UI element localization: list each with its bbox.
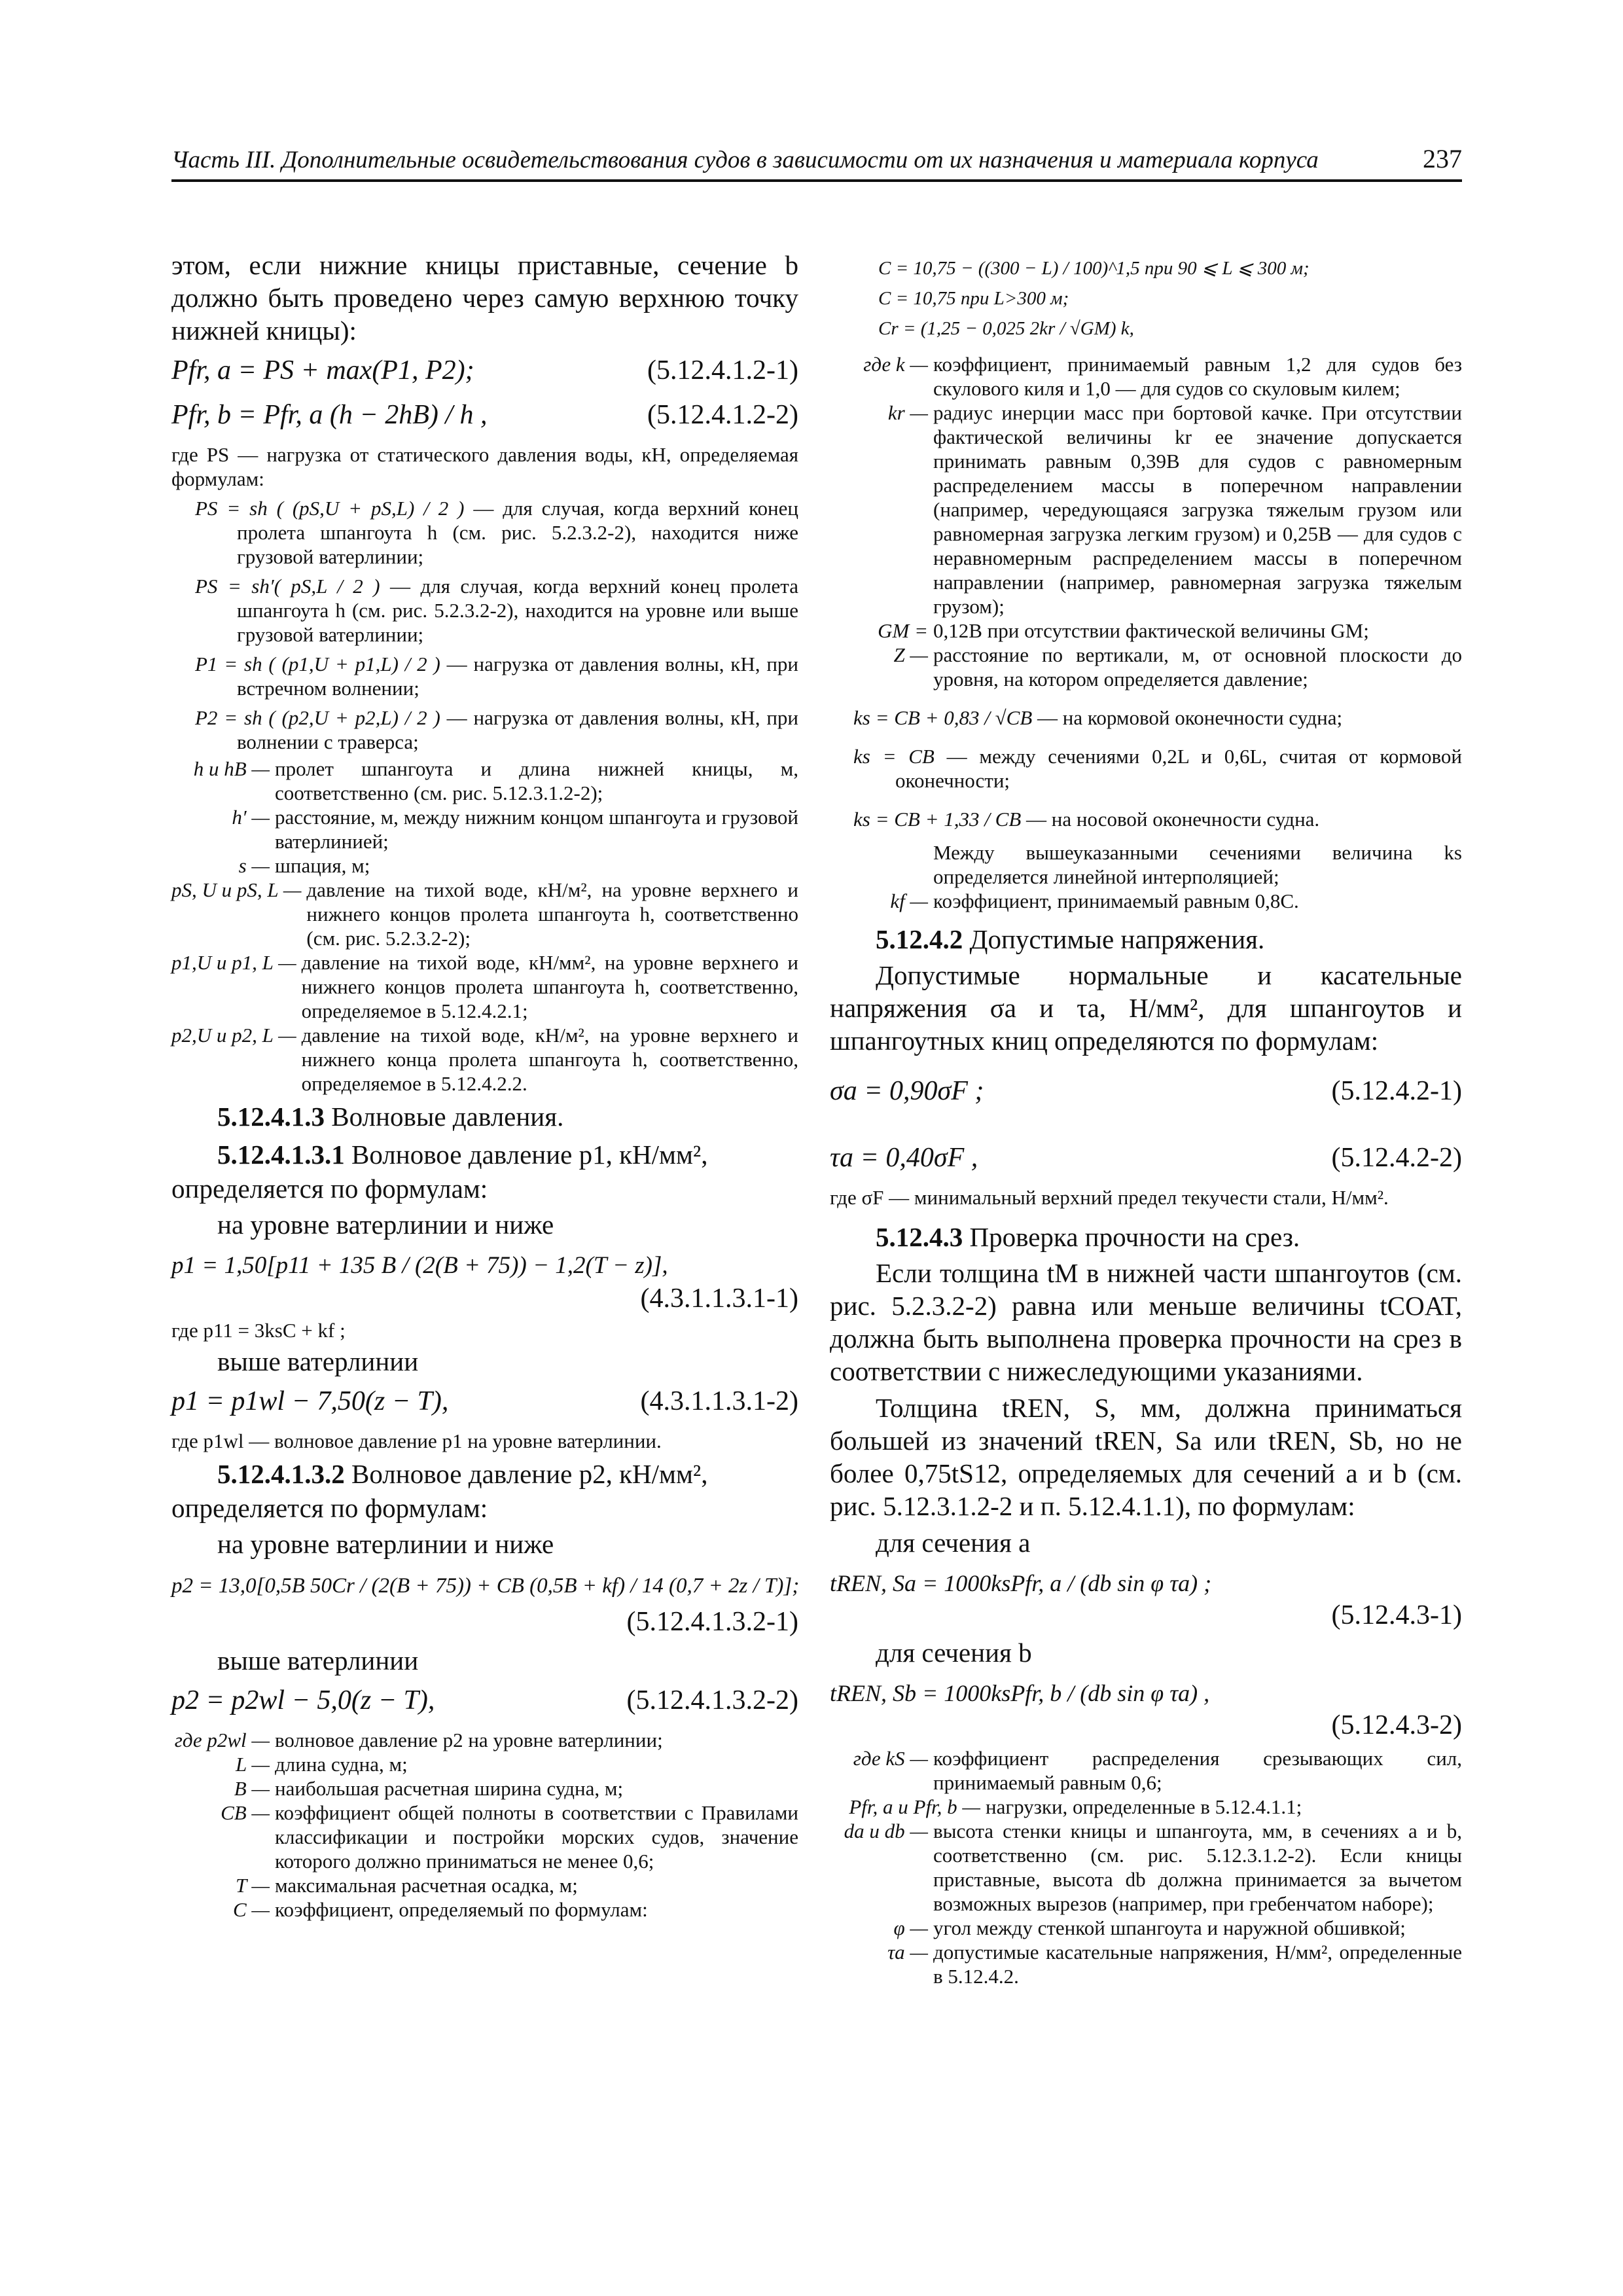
ks-interpolation: Между вышеуказанными сечениями величина ks определяется линейной интерполяцией; (933, 841, 1462, 888)
definition-text: высота стенки кницы и шпангоута, мм, в сечениях a и b, соответственно (см. рис. 5.12.3.1.2-2). Если кницы приставные, высота db должна принимается за вычетом возможных вырезов (например, при гребенчатом наборе); (933, 1820, 1462, 1915)
section-a-label: для сечения a (876, 1528, 1031, 1558)
definitions-list-3 (830, 352, 1462, 691)
definition-item (171, 878, 798, 950)
definition-text: радиус инерции масс при бортовой качке. При отсутствии фактической величины kr ее значение допускается принимать равным 0,39B для судов с равномерным распределением массы в поперечном направлении (например, чередующаяся загрузка тяжелым грузом или равномерная загрузка легким грузом) и 0,25B — для судов с неравномерным распределением массы в поперечном направлении (например, равномерная загрузка тяжелым грузом); (933, 401, 1462, 618)
definition-text: угол между стенкой шпангоута и наружной обшивкой; (933, 1916, 1406, 1939)
formula-5-12-4-2-2 (830, 1141, 1462, 1179)
definition-term: pS, U и pS, L — (171, 878, 302, 901)
formula-5-12-4-1-2-1 (171, 353, 798, 391)
definition-term: L — (236, 1753, 270, 1776)
definition-item (830, 1916, 1462, 1940)
definition-term: p1,U и p1, L — (171, 951, 296, 974)
section-number: 5.12.4.1.3 (217, 1102, 325, 1132)
definition-text: расстояние, м, между нижним концом шпангоута и грузовой ватерлинией; (275, 806, 798, 853)
section-5-12-4-1-3-2 (171, 1457, 798, 1525)
section-number: 5.12.4.1.3.1 (217, 1139, 345, 1170)
formula-expression: p2 = p2wl − 5,0(z − T), (171, 1685, 435, 1715)
definition-term: CB — (221, 1801, 270, 1824)
definition-item (171, 1801, 798, 1873)
formula-number: (5.12.4.1.3.2-2) (626, 1685, 798, 1715)
where-p11: где p11 = 3ksC + kf ; (171, 1319, 346, 1342)
left-column (171, 249, 798, 1922)
formula-description: — нагрузка от давления волны, кН, при волнении с траверса; (237, 706, 798, 753)
definition-text: давление на тихой воде, кН/мм², на уровне верхнего и нижнего концов пролета шпангоута h, соответственно, определяемое в 5.12.4.2.1; (301, 951, 798, 1022)
definition-text: волновое давление p2 на уровне ватерлинии; (275, 1729, 663, 1751)
definition-item (830, 1940, 1462, 1988)
where-ps: где PS — нагрузка от статического давления воды, кН, определяемая формулам: (171, 443, 798, 490)
definitions-list-1 (171, 757, 798, 1096)
formula-expression: P1 = sh ( (p1,U + p1,L) / 2 ) (195, 653, 440, 675)
definition-item (830, 643, 1462, 691)
condition-label: выше ватерлинии (217, 1645, 419, 1676)
page-number: 237 (1423, 144, 1462, 173)
definition-term: h и hB — (193, 757, 270, 780)
section-title: Волновые давления. (325, 1102, 564, 1132)
definition-term: Z — (893, 643, 928, 666)
formula-description: — для случая, когда верхний конец пролета шпангоута h (см. рис. 5.2.3.2-2), находится на уровне или выше грузовой ватерлинии; (237, 575, 798, 646)
c-formula-long: C = 10,75 при L>300 м; (878, 288, 1069, 309)
formula-5-12-4-2-1 (830, 1074, 1462, 1112)
definition-item (830, 1819, 1462, 1916)
condition-label: выше ватерлинии (217, 1346, 419, 1376)
formula-4-3-1-1-3-1-1 (171, 1247, 798, 1314)
intro-paragraph: этом, если нижние кницы приставные, сечение b должно быть проведено через самую верхнюю точку нижней кницы): (171, 250, 798, 346)
running-title: Часть III. Дополнительные освидетельствования судов в зависимости от их назначения и материала корпуса (171, 147, 1319, 173)
definition-term: B — (234, 1777, 270, 1800)
definition-text: наибольшая расчетная ширина судна, м; (275, 1777, 624, 1800)
definition-item (830, 401, 1462, 619)
definition-term: где p2wl — (174, 1729, 270, 1751)
definition-term: φ — (893, 1916, 928, 1939)
formula-description: — на носовой оконечности судна. (1021, 808, 1320, 831)
definition-term: s — (238, 854, 270, 877)
formula-expression: p2 = 13,0[0,5B 50Cr / (2(B + 75)) + CB (0,5B + kf) / 14 (0,7 + 2z / T)]; (171, 1574, 800, 1598)
right-column (830, 249, 1462, 1988)
formula-number: (5.12.4.2-2) (1331, 1143, 1462, 1173)
formula-expression: Pfr, b = Pfr, a (h − 2hB) / h , (171, 400, 488, 430)
formula-expression: τa = 0,40σF , (830, 1143, 978, 1173)
definition-term: Pfr, a и Pfr, b — (849, 1795, 980, 1818)
definition-text: давление на тихой воде, кН/м², на уровне верхнего и нижнего конца пролета шпангоута h, соответственно, определяемое в 5.12.4.2.2. (301, 1024, 798, 1095)
definition-term: где kS — (853, 1747, 928, 1770)
definition-term: da и db — (844, 1820, 928, 1842)
definition-text: коэффициент общей полноты в соответствии с Правилами классификации и постройки морских судов, значение которого должно приниматься не менее 0,6; (275, 1801, 798, 1873)
definition-item (830, 1746, 1462, 1795)
ps-formula-above (171, 574, 798, 647)
section-5-12-4-2 (830, 922, 1462, 956)
formula-5-12-4-3-1 (830, 1566, 1462, 1630)
definition-term: h′ — (232, 806, 270, 829)
definition-item (830, 889, 1462, 913)
section-title: Волновое давление p2, кН/мм², определяется по формулам: (171, 1459, 708, 1523)
definition-text: коэффициент, определяемый по формулам: (275, 1898, 648, 1921)
definition-text: коэффициент, принимаемый равным 0,8C. (933, 889, 1299, 912)
formula-number: (5.12.4.3-2) (1331, 1710, 1462, 1740)
section-title: Проверка прочности на срез. (963, 1222, 1300, 1252)
definition-item (171, 1873, 798, 1897)
definition-term: kr — (887, 401, 928, 424)
formula-5-12-4-1-3-2-2 (171, 1683, 798, 1721)
formula-number: (5.12.4.2-1) (1331, 1076, 1462, 1106)
definition-item (171, 950, 798, 1023)
formula-number: (4.3.1.1.3.1-1) (640, 1283, 798, 1314)
formula-description: — между сечениями 0,2L и 0,6L, считая от кормовой оконечности; (895, 745, 1462, 792)
definitions-list-4 (830, 1746, 1462, 1988)
definition-item (171, 853, 798, 878)
section-number: 5.12.4.1.3.2 (217, 1459, 345, 1489)
definition-text: коэффициент, принимаемый равным 1,2 для судов без скулового киля и 1,0 — для судов со скуловым килем; (933, 353, 1462, 400)
c-formula-range: C = 10,75 − ((300 − L) / 100)^1,5 при 90 ⩽ L ⩽ 300 м; (878, 258, 1310, 279)
section-b-label: для сечения b (876, 1638, 1032, 1668)
definition-text: максимальная расчетная осадка, м; (275, 1874, 578, 1897)
definition-item (171, 1728, 798, 1752)
definition-item (171, 1023, 798, 1096)
formula-expression: PS = sh ( (pS,U + pS,L) / 2 ) (195, 497, 465, 520)
formula-expression: PS = sh′( pS,L / 2 ) (195, 575, 380, 598)
condition-label: на уровне ватерлинии и ниже (217, 1529, 554, 1559)
section-5-12-4-1-3-1 (171, 1138, 798, 1206)
formula-description: — нагрузка от давления волны, кН, при встречном волнении; (237, 653, 798, 700)
formula-description: — на кормовой оконечности судна; (1032, 706, 1343, 729)
ps-formula-below (171, 496, 798, 569)
formula-number: (4.3.1.1.3.1-2) (640, 1386, 798, 1416)
formula-expression: P2 = sh ( (p2,U + p2,L) / 2 ) (195, 706, 440, 729)
definition-term: где k — (863, 353, 928, 376)
formula-4-3-1-1-3-1-2 (171, 1384, 798, 1422)
definition-term: T — (236, 1874, 270, 1897)
definition-text: расстояние по вертикали, м, от основной плоскости до уровня, на котором определяется давление; (933, 643, 1462, 691)
definition-text: нагрузки, определенные в 5.12.4.1.1; (986, 1795, 1302, 1818)
definitions-list-2 (171, 1728, 798, 1922)
formula-expression: tREN, Sa = 1000ksPfr, a / (db sin φ τa) ; (830, 1570, 1212, 1596)
definition-item (830, 619, 1462, 643)
cr-formula: Cr = (1,25 − 0,025 2kr / √GM) k, (878, 318, 1134, 339)
formula-number: (5.12.4.1.3.2-1) (626, 1607, 798, 1637)
running-header (171, 145, 1462, 182)
p1-formula (171, 652, 798, 700)
formula-expression: σa = 0,90σF ; (830, 1076, 984, 1106)
ks-stern (830, 706, 1462, 730)
formula-expression: ks = CB + 0,83 / √CB (853, 706, 1033, 729)
definition-text: 0,12B при отсутствии фактической величины GM; (933, 619, 1369, 642)
formula-5-12-4-1-2-2 (171, 398, 798, 436)
definition-text: длина судна, м; (275, 1753, 408, 1776)
formula-expression: p1 = p1wl − 7,50(z − T), (171, 1386, 449, 1416)
section-number: 5.12.4.3 (876, 1222, 963, 1252)
section-title: Волновое давление p1, кН/мм², определяется по формулам: (171, 1139, 708, 1204)
formula-expression: ks = CB + 1,33 / CB (853, 808, 1022, 831)
definition-term: p2,U и p2, L — (171, 1024, 296, 1047)
section-5-12-4-3 (830, 1220, 1462, 1254)
ks-bow (830, 807, 1462, 831)
ks-midship (830, 744, 1462, 793)
definition-item (171, 805, 798, 853)
formula-description: — для случая, когда верхний конец пролета шпангоута h (см. рис. 5.2.3.2-2), находится ниже грузовой ватерлинии; (237, 497, 798, 568)
formula-expression: ks = CB (853, 745, 935, 768)
definition-text: допустимые касательные напряжения, Н/мм², определенные в 5.12.4.2. (933, 1941, 1462, 1988)
formula-expression: Pfr, a = PS + max(P1, P2); (171, 355, 474, 386)
section-title: Допустимые напряжения. (963, 924, 1265, 954)
formula-5-12-4-3-2 (830, 1676, 1462, 1740)
formula-number: (5.12.4.3-1) (1331, 1600, 1462, 1630)
where-sigma: где σF — минимальный верхний предел текучести стали, Н/мм². (830, 1186, 1389, 1209)
section-5-12-4-1-3 (171, 1100, 798, 1134)
formula-number: (5.12.4.1.2-1) (647, 355, 798, 386)
definition-item (171, 757, 798, 805)
where-p1wl: где p1wl — волновое давление p1 на уровне ватерлинии. (171, 1429, 662, 1452)
definition-text: давление на тихой воде, кН/м², на уровне верхнего и нижнего концов пролета шпангоута h, соответственно (см. рис. 5.2.3.2-2); (306, 878, 798, 950)
formula-expression: tREN, Sb = 1000ksPfr, b / (db sin φ τa) , (830, 1680, 1210, 1706)
definition-item (830, 352, 1462, 401)
definition-term: kf — (890, 889, 928, 912)
formula-expression: p1 = 1,50[p11 + 135 B / (2(B + 75)) − 1,2(T − z)], (171, 1252, 668, 1279)
definition-term: C — (233, 1898, 270, 1921)
section-number: 5.12.4.2 (876, 924, 963, 954)
shear-paragraph-1: Если толщина tM в нижней части шпангоутов (см. рис. 5.2.3.2-2) равна или меньше величины tCOAT, должна быть выполнена проверка прочности на срез в соответствии с нижеследующими указаниями. (830, 1258, 1462, 1386)
stress-paragraph: Допустимые нормальные и касательные напряжения σa и τa, Н/мм², для шпангоутов и шпангоутных книц определяются по формулам: (830, 960, 1462, 1056)
definition-term: τa — (887, 1941, 928, 1964)
p2-formula (171, 706, 798, 754)
formula-number: (5.12.4.1.2-2) (647, 400, 798, 430)
condition-label: на уровне ватерлинии и ниже (217, 1210, 554, 1240)
definition-item (830, 1795, 1462, 1819)
definition-text: шпация, м; (275, 854, 370, 877)
definition-item (171, 1897, 798, 1922)
definition-term: GM = (878, 619, 928, 642)
definition-item (171, 1752, 798, 1776)
definition-text: пролет шпангоута и длина нижней кницы, м, соответственно (см. рис. 5.12.3.1.2-2); (275, 757, 798, 804)
definition-text: коэффициент распределения срезывающих сил, принимаемый равным 0,6; (933, 1747, 1462, 1794)
formula-5-12-4-1-3-2-1 (171, 1567, 798, 1638)
definition-item (171, 1776, 798, 1801)
shear-paragraph-2: Толщина tREN, S, мм, должна приниматься большей из значений tREN, Sa или tREN, Sb, но не более 0,75tS12, определяемых для сечений a и b (см. рис. 5.12.3.1.2-2 и п. 5.12.4.1.1), по формулам: (830, 1393, 1462, 1521)
